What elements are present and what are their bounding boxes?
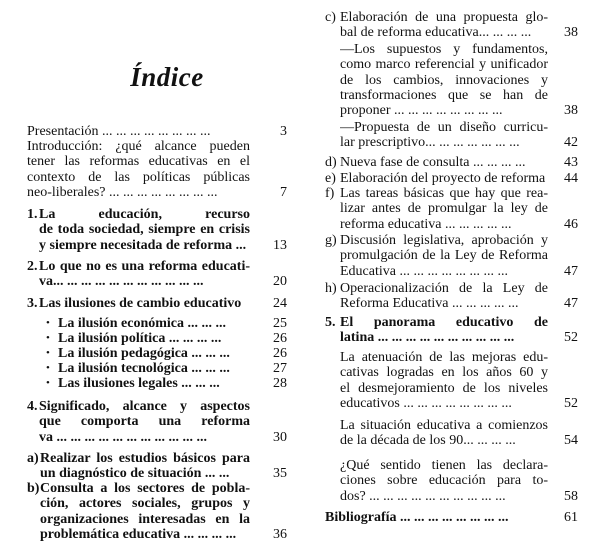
toc-entry-text: Discusión legislativa, aprobación y <box>340 233 548 248</box>
bullet-icon: • <box>46 317 50 329</box>
toc-entry-text: La situación educativa a comienzos <box>340 418 548 433</box>
toc-entry-text: Presentación ... ... ... ... ... ... ... ... <box>27 124 211 139</box>
toc-entry-text: dos? ... ... ... ... ... ... ... ... ... ... <box>340 488 506 504</box>
toc-entry-text: problemática educativa ... ... ... ... <box>40 526 237 542</box>
toc-page-number: 52 <box>564 395 578 411</box>
index-title: Índice <box>130 62 204 92</box>
toc-entry-text: La ilusión política ... ... ... ... <box>58 331 222 346</box>
toc-entry-text: organizaciones interesadas en la <box>40 511 250 527</box>
toc-page-number: 42 <box>564 135 578 151</box>
toc-entry-text: como marco referencial y unificador <box>340 57 548 73</box>
toc-page-number: 61 <box>564 510 578 525</box>
toc-page-number: 30 <box>273 429 287 445</box>
toc-page-number: 38 <box>564 103 578 119</box>
toc-entry-number: 5. <box>325 315 336 330</box>
toc-entry-text: Consulta a los sectores de pobla- <box>40 481 250 496</box>
toc-entry-number: a) <box>27 451 39 466</box>
toc-page-number: 58 <box>564 488 578 504</box>
toc-entry-text: Realizar los estudios básicos para <box>40 451 250 466</box>
toc-page-number: 26 <box>273 331 287 346</box>
toc-entry-text: promulgación de la Ley de Reforma <box>340 248 548 264</box>
toc-entry-text: Las ilusiones legales ... ... ... <box>58 376 220 391</box>
toc-entry-text: La ilusión económica ... ... ... <box>58 316 227 331</box>
toc-entry-text: Introducción: ¿qué alcance pueden <box>27 139 250 154</box>
toc-entry-number: e) <box>325 171 336 186</box>
toc-page-number: 43 <box>564 155 578 170</box>
toc-entry-text: cativas logradas en los años 60 y <box>340 365 548 381</box>
bullet-icon: • <box>46 362 50 374</box>
toc-entry-text: La ilusión tecnológica ... ... ... <box>58 361 230 376</box>
toc-entry-number: h) <box>325 281 337 296</box>
toc-entry-text: El panorama educativo de <box>340 315 548 330</box>
toc-page-number: 13 <box>273 237 287 253</box>
toc-page-number: 25 <box>273 316 287 331</box>
bullet-icon: • <box>46 347 50 359</box>
toc-page-number: 7 <box>280 184 287 200</box>
toc-entry-text: Las ilusiones de cambio educativo <box>39 296 242 311</box>
toc-entry-text: de la década de los 90... ... ... ... <box>340 433 516 449</box>
toc-entry-text: va... ... ... ... ... ... ... ... ... ... ... <box>39 274 204 290</box>
toc-entry-text: tener las reformas educativas en el <box>27 154 250 170</box>
toc-entry-text: de los cambios, innovaciones y <box>340 72 548 88</box>
toc-entry-text: Educativa ... ... ... ... ... ... ... ... <box>340 263 508 279</box>
toc-page-number: 20 <box>273 274 287 290</box>
toc-page-number: 3 <box>280 124 287 139</box>
toc-entry-text: ¿Qué sentido tienen las declara- <box>340 458 548 473</box>
toc-entry-text: ción, actores sociales, grupos y <box>40 496 250 512</box>
toc-entry-text: bal de reforma educativa... ... ... ... <box>340 25 532 41</box>
toc-entry-text: contexto de las políticas públicas <box>27 169 250 185</box>
toc-entry-text: el desmejoramiento de los niveles <box>340 380 548 396</box>
toc-entry-text: educativos ... ... ... ... ... ... ... ... <box>340 395 512 411</box>
toc-entry-text: Elaboración del proyecto de reforma <box>340 171 546 186</box>
toc-entry-text: lar prescriptivo... ... ... ... ... ... ... <box>340 135 520 151</box>
toc-entry-number: d) <box>325 155 337 170</box>
toc-entry-text: Nueva fase de consulta ... ... ... ... <box>340 155 526 170</box>
toc-entry-text: lizar antes de promulgar la ley de <box>340 201 548 217</box>
toc-page-number: 38 <box>564 25 578 41</box>
toc-page-number: 46 <box>564 216 578 232</box>
toc-entry-text: La atenuación de las mejoras edu- <box>340 350 548 365</box>
toc-entry-text: —Propuesta de un diseño curricu- <box>340 120 548 135</box>
toc-page-number: 28 <box>273 376 287 391</box>
toc-entry-text: La ilusión pedagógica ... ... ... <box>58 346 230 361</box>
toc-page-number: 47 <box>564 263 578 279</box>
toc-entry-text: va ... ... ... ... ... ... ... ... ... ... ... <box>39 429 207 445</box>
toc-entry-text: que comporta una reforma <box>39 414 250 430</box>
toc-entry-number: g) <box>325 233 337 248</box>
toc-page-number: 26 <box>273 346 287 361</box>
toc-entry-text: Las tareas básicas que hay que rea- <box>340 186 548 201</box>
toc-entry-text: Lo que no es una reforma educati- <box>39 259 250 274</box>
toc-entry-text: reforma educativa ... ... ... ... ... <box>340 216 512 232</box>
toc-page-number: 35 <box>273 466 287 482</box>
toc-entry-text: transformaciones que se han de <box>340 87 548 103</box>
toc-page-number: 36 <box>273 526 287 542</box>
toc-page-number: 24 <box>273 296 287 311</box>
toc-entry-text: y siempre necesitada de reforma ... <box>39 237 247 253</box>
toc-entry-text: Operacionalización de la Ley de <box>340 281 548 296</box>
toc-entry-text: ciones sobre educación para to- <box>340 473 548 489</box>
bullet-icon: • <box>46 377 50 389</box>
toc-entry-text: Reforma Educativa ... ... ... ... ... <box>340 296 519 312</box>
toc-page-number: 52 <box>564 330 578 346</box>
toc-entry-text: proponer ... ... ... ... ... ... ... ... <box>340 103 503 119</box>
toc-page-number: 47 <box>564 296 578 312</box>
toc-entry-text: un diagnóstico de situación ... ... <box>40 466 230 482</box>
toc-entry-text: Significado, alcance y aspectos <box>39 399 250 414</box>
toc-entry-number: b) <box>27 481 40 496</box>
toc-entry-number: 4. <box>27 399 38 414</box>
toc-entry-text: Bibliografía ... ... ... ... ... ... ... ... <box>325 510 509 525</box>
toc-entry-number: 3. <box>27 296 38 311</box>
toc-page-number: 54 <box>564 433 578 449</box>
toc-entry-number: 1. <box>27 207 38 222</box>
toc-entry-text: de toda sociedad, siempre en crisis <box>39 222 250 238</box>
toc-entry-text: neo-liberales? ... ... ... ... ... ... ... ... <box>27 184 218 200</box>
bullet-icon: • <box>46 332 50 344</box>
toc-entry-number: 2. <box>27 259 38 274</box>
toc-entry-number: c) <box>325 10 336 25</box>
toc-entry-number: f) <box>325 186 335 201</box>
toc-entry-text: latina ... ... ... ... ... ... ... ... ... ... <box>340 330 515 346</box>
toc-page-number: 44 <box>564 171 578 186</box>
toc-entry-text: La educación, recurso <box>39 207 250 222</box>
toc-entry-text: —Los supuestos y fundamentos, <box>340 42 548 57</box>
toc-entry-text: Elaboración de una propuesta glo- <box>340 10 548 25</box>
toc-page-number: 27 <box>273 361 287 376</box>
